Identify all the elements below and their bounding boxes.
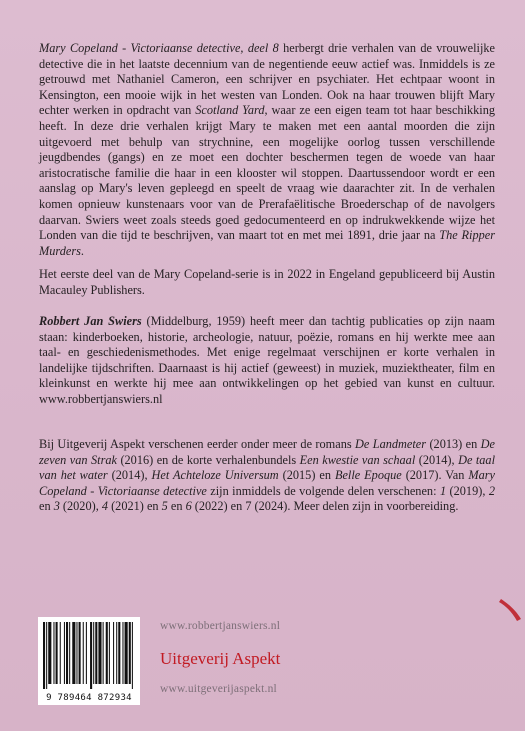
bibliography-text: (2014),: [415, 452, 459, 467]
blurb-paragraph-series: [39, 267, 495, 298]
barcode-bar: [132, 622, 133, 689]
barcode-bar: [79, 622, 81, 684]
barcode-bar: [122, 622, 123, 684]
isbn-number: 9 789464 872934: [46, 693, 132, 703]
ripper-murders: The Ripper Murders: [39, 228, 495, 258]
publisher-website-link[interactable]: www.uitgeverijaspekt.nl: [160, 683, 277, 695]
bibliography-text: (2022) en 7 (2024). Meer delen zijn in voorbereiding.: [191, 499, 459, 514]
bibliography-text: en: [39, 499, 54, 514]
barcode-bar: [48, 622, 51, 684]
bibliography-text: zijn inmiddels de volgende delen verschenen:: [206, 483, 440, 498]
author-bio: [39, 314, 495, 408]
title-de-zeven-van-strak: De zeven van Strak: [39, 437, 495, 467]
series-text: Het eerste deel van de Mary Copeland-serie is in 2022 in Engeland gepubliceerd bij Austin Macauley Publishers.: [39, 267, 495, 297]
publisher-name: Uitgeverij Aspekt: [160, 649, 281, 668]
barcode-bar: [118, 622, 120, 684]
barcode-bar: [93, 622, 94, 684]
barcode-bar: [109, 622, 110, 684]
title-de-landmeter: De Landmeter: [355, 437, 427, 451]
blurb-text: , waar ze een eigen team tot haar beschikking heeft. In deze drie verhalen krijgt Mary te maken met een aantal moorden die zijn uitgevoerd met behulp van strychnine, een mogelijke oorlog tussen verschillende jeugdbendes (gangs) en ze moet een dochter beschermen tegen de woede van haar aristocratische familie die haar in een klooster wil stoppen. Daartussendoor wordt er een aanslag op Mary's leven gepleegd en speelt de vraag wie daarachter zit. In de verhalen komen opnieuw kunstenaars voor van de Prerafaëlitische Broederschap of de navolgers daarvan. Swiers weet zoals steeds goed gedocumenteerd en op indrukwekkende wijze het Londen van die tijd te beschrijven, van maart tot en met mei 1891, drie jaar na: [39, 103, 496, 243]
barcode-bar: [116, 622, 117, 684]
barcode-bar: [66, 622, 68, 684]
volume-number: 3: [53, 499, 60, 514]
barcode-bar: [56, 622, 58, 684]
barcode-bar: [113, 622, 114, 684]
barcode-bar: [64, 622, 65, 684]
barcode-bar: [69, 622, 70, 684]
bibliography-text: (2016) en de korte verhalenbundels: [116, 452, 300, 467]
barcode-bar: [98, 622, 101, 684]
isbn-barcode: [38, 617, 140, 705]
volume-number: 6: [185, 499, 192, 514]
volume-number: 5: [161, 499, 168, 514]
barcode-graphic: [42, 622, 136, 689]
barcode-bar: [60, 622, 61, 684]
volume-number: 4: [101, 499, 109, 514]
barcode-bar: [129, 622, 131, 684]
title-de-taal-van-het-water: De taal van het water: [39, 452, 496, 483]
barcode-bar: [76, 622, 77, 684]
barcode-bar: [106, 622, 108, 684]
author-bio-text: (Middelburg, 1959) heeft meer dan tachtig publicaties op zijn naam staan: kinderboeken, historie, archeologie, natuur, poëzie, romans en hij werkte mee aan taal- en geschiedenismethodes. Met enige regelmaat verschijnen er korte verhalen in landelijke tijdschriften. Daarnaast is hij actief (geweest) in muziek, muziektheater, film en kleinkunst en werkte hij mee aan ontwikkelingen op het gebied van kunst en cultuur. www.robbertjanswiers.nl: [39, 314, 495, 406]
author-name: Robbert Jan Swiers: [39, 314, 142, 328]
bibliography-text: (2015) en: [278, 468, 335, 483]
bibliography-text: en: [167, 499, 186, 514]
bibliography-text: Bij Uitgeverij Aspekt verschenen eerder onder meer de romans: [39, 437, 356, 451]
blurb-text: herbergt drie verhalen van de vrouwelijke detective die in het laatste decennium van de negentiende eeuw actief was. Inmiddels is ze getrouwd met Nathaniel Cameron, een schrijver en psychiater. Het echtpaar woont in Kensington, een mooie wijk in het westen van Londen. Ook na haar trouwen blijft Mary echter werken in opdracht van: [39, 41, 495, 118]
author-website-link[interactable]: www.robbertjanswiers.nl: [160, 620, 281, 632]
bibliography-text: (2021) en: [108, 499, 162, 514]
book-title: Mary Copeland - Victoriaanse detective, deel 8: [39, 41, 279, 55]
volume-number: 2: [488, 483, 495, 498]
barcode-bar: [90, 622, 92, 689]
blurb-text: .: [80, 243, 84, 258]
bibliography-text: (2017). Van: [401, 468, 469, 483]
volume-number: 1: [439, 483, 447, 498]
barcode-bar: [95, 622, 97, 684]
series-title: Mary Copeland - Victoriaanse detective: [39, 468, 495, 498]
barcode-bar: [86, 622, 87, 684]
barcode-bar: [46, 622, 47, 689]
barcode-bar: [83, 622, 84, 684]
barcode-bar: [43, 622, 45, 689]
ribbon-icon: [497, 595, 525, 625]
title-belle-epoque: Belle Epoque: [334, 468, 402, 483]
barcode-bar: [53, 622, 54, 684]
bibliography-text: (2020),: [59, 499, 102, 514]
barcode-bar: [103, 622, 104, 684]
title-het-achteloze-universum: Het Achteloze Universum: [151, 468, 279, 483]
title-een-kwestie-van-schaal: Een kwestie van schaal: [299, 452, 416, 467]
blurb-paragraph-intro: [39, 41, 495, 259]
publisher-bibliography: [39, 437, 495, 515]
barcode-bar: [72, 622, 75, 684]
bibliography-text: (2014),: [107, 468, 152, 483]
scotland-yard: Scotland Yard: [195, 103, 265, 118]
barcode-bar: [125, 622, 128, 684]
bibliography-text: (2013) en: [426, 437, 481, 451]
bibliography-text: (2019),: [446, 483, 489, 498]
